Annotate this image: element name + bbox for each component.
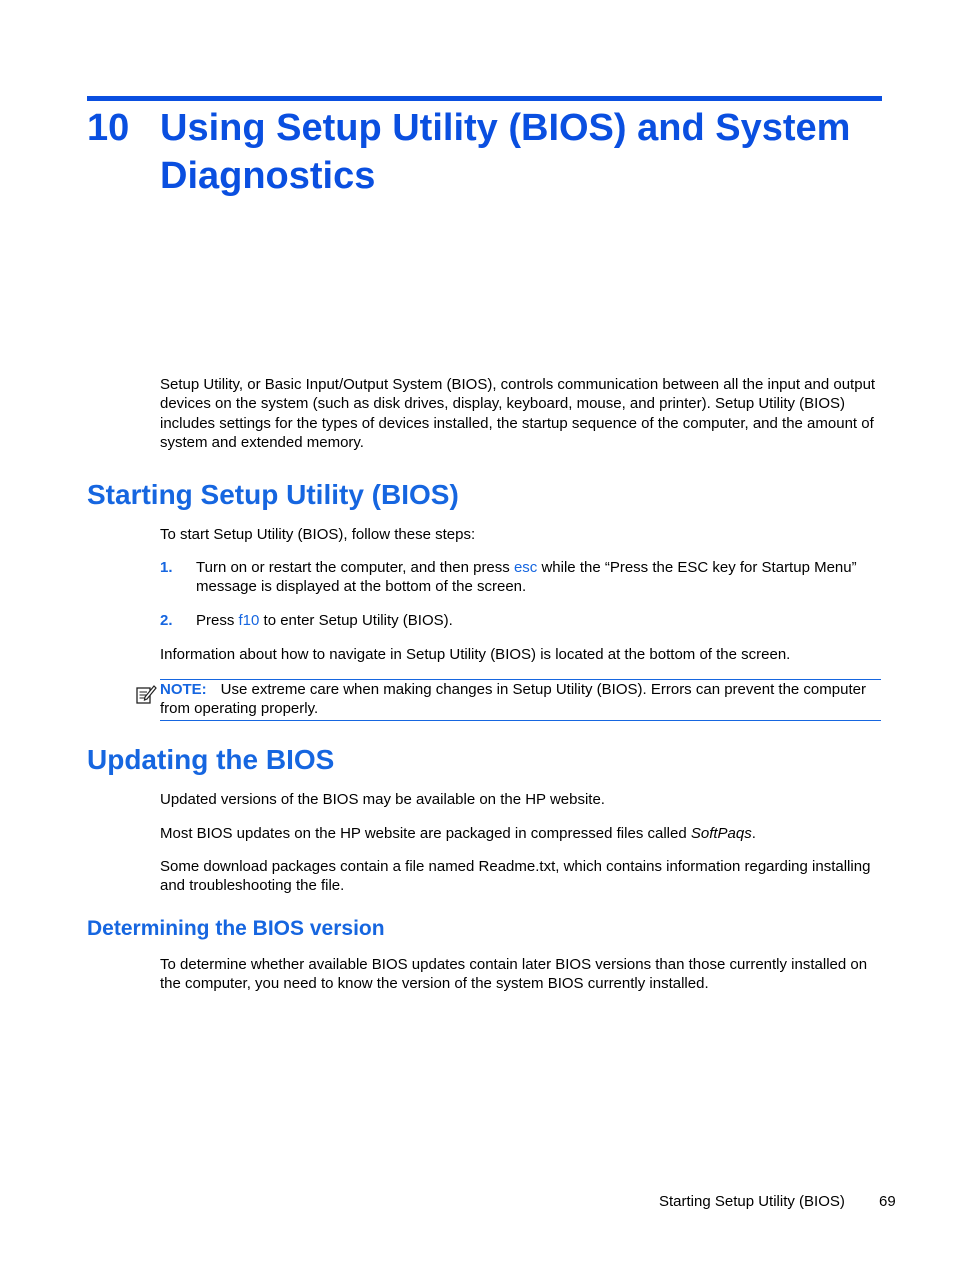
footer-page-number: 69 (879, 1193, 896, 1210)
step-item (160, 558, 882, 597)
chapter-number: 10 (87, 107, 130, 149)
step-number: 1. (160, 559, 173, 576)
note-box (160, 679, 881, 721)
updating-paragraph-1: Updated versions of the BIOS may be available on the HP website. (160, 791, 605, 808)
note-icon (135, 683, 157, 705)
key-f10: f10 (238, 612, 260, 629)
updating-paragraph-3: Some download packages contain a file named Readme.txt, which contains information regarding installing and troubleshooting the file. (160, 858, 871, 895)
chapter-rule (87, 96, 882, 101)
note-text: Use extreme care when making changes in Setup Utility (BIOS). Errors can prevent the computer from operating properly. (160, 681, 866, 718)
step-text: Turn on or restart the computer, and then press esc while the “Press the ESC key for Startup Menu” message is displayed at the bottom of the screen. (196, 559, 857, 596)
determining-paragraph: To determine whether available BIOS updates contain later BIOS versions than those currently installed on the computer, you need to know the version of the system BIOS currently installed. (160, 956, 868, 993)
step-item (160, 611, 882, 630)
navigation-info: Information about how to navigate in Setup Utility (BIOS) is located at the bottom of the screen. (160, 646, 791, 663)
steps-lead: To start Setup Utility (BIOS), follow these steps: (160, 526, 476, 543)
key-esc: esc (513, 559, 538, 576)
section-heading-starting: Starting Setup Utility (BIOS) (87, 479, 459, 510)
updating-paragraph-2: Most BIOS updates on the HP website are packaged in compressed files called SoftPaqs. (160, 825, 756, 842)
step-number: 2. (160, 612, 173, 629)
section-heading-updating: Updating the BIOS (87, 744, 335, 775)
chapter-title-text: Using Setup Utility (BIOS) and System Diagnostics (160, 107, 851, 197)
chapter-title (87, 104, 887, 200)
softpaqs-term: SoftPaqs (690, 825, 752, 842)
footer-section-title: Starting Setup Utility (BIOS) (659, 1193, 845, 1210)
subsection-heading-determining: Determining the BIOS version (87, 917, 385, 940)
step-text: Press f10 to enter Setup Utility (BIOS). (196, 612, 453, 629)
intro-paragraph: Setup Utility, or Basic Input/Output System (BIOS), controls communication between all the input and output devices on the system (such as disk drives, display, keyboard, mouse, and printer). Setup Utility (BIOS) includes settings for the types of devices installed, the startup sequence of the computer, and the amount of system and extended memory. (160, 376, 876, 451)
note-label: NOTE: (160, 681, 207, 698)
